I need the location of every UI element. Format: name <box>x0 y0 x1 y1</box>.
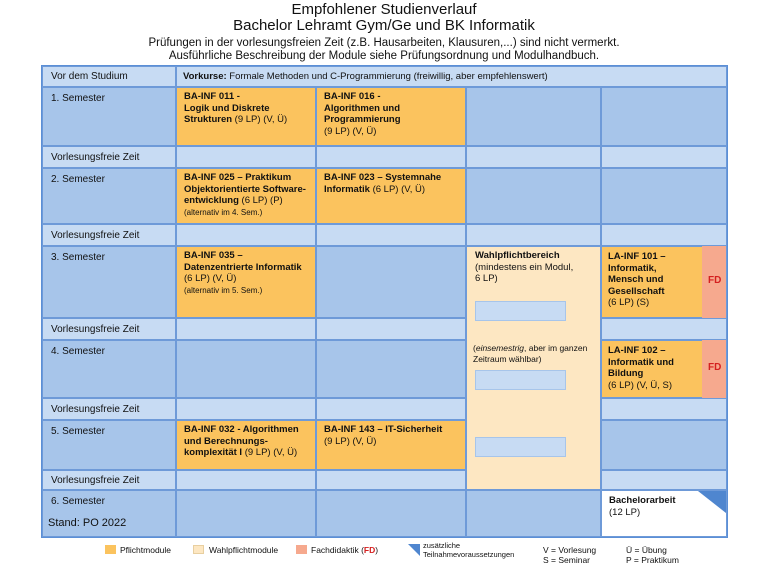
legend-swatch-pflicht <box>105 545 116 554</box>
module-text: BA-INF 032 - Algorithmen und Berechnungs- komplexität I (9 LP) (V, Ü) <box>184 424 299 458</box>
empty-cell <box>601 146 727 168</box>
page-subtitle: Bachelor Lehramt Gym/Ge und BK Informatik <box>233 17 535 34</box>
empty-cell <box>466 146 601 168</box>
row-label: 6. Semester <box>51 496 105 507</box>
wahlpflicht-text: Wahlpflichtbereich (mindestens ein Modul, 6 LP) <box>475 250 574 284</box>
empty-cell <box>176 398 316 420</box>
legend-zusaetzlich: zusätzliche Teilnahmevoraussetzungen <box>423 541 515 559</box>
legend-fach: Fachdidaktik (FD) <box>311 545 379 555</box>
empty-cell <box>176 318 316 340</box>
empty-cell <box>466 490 601 537</box>
legend-abbrev-left: V = Vorlesung S = Seminar <box>543 545 597 565</box>
study-plan-grid <box>41 65 728 538</box>
module-la-inf-102 <box>601 340 727 398</box>
legend-pflicht: Pflichtmodule <box>120 545 172 555</box>
empty-cell <box>601 318 727 340</box>
row-label: Vorlesungsfreie Zeit <box>51 475 140 486</box>
module-ba-inf-143 <box>316 420 466 470</box>
row-lecture-free-5 <box>42 470 176 490</box>
legend-swatch-fach <box>296 545 307 554</box>
module-text: BA-INF 025 – Praktikum Objektorientierte Software- entwicklung (6 LP) (P) (alternativ im 4. Sem.) <box>184 172 306 217</box>
row-lecture-free-3 <box>42 318 176 340</box>
module-text: LA-INF 101 – Informatik, Mensch und Gesellschaft (6 LP) (S) <box>608 251 666 308</box>
vorkurse-text: Vorkurse: Formale Methoden und C-Programmierung (freiwillig, aber empfehlenswert) <box>183 71 548 82</box>
legend-wahl: Wahlpflichtmodule <box>209 545 279 555</box>
row-semester-6 <box>42 490 176 537</box>
wahlpflicht-slot-1 <box>475 301 566 321</box>
module-ba-inf-016 <box>316 87 466 146</box>
prerequisite-triangle-icon <box>698 491 726 513</box>
empty-cell <box>176 224 316 246</box>
page-title: Empfohlener Studienverlauf <box>291 1 477 18</box>
row-pre-study <box>42 66 176 87</box>
row-label: Vorlesungsfreie Zeit <box>51 230 140 241</box>
wahlpflicht-slot-3 <box>475 437 566 457</box>
row-label: 3. Semester <box>51 252 105 263</box>
empty-cell <box>176 490 316 537</box>
note-description: Ausführliche Beschreibung der Module siehe Prüfungsordnung und Modulhandbuch. <box>168 50 600 62</box>
row-label: 1. Semester <box>51 93 105 104</box>
fd-label: FD <box>708 362 722 373</box>
row-label: 5. Semester <box>51 426 105 437</box>
empty-cell <box>601 398 727 420</box>
empty-cell <box>316 490 466 537</box>
row-label: Vor dem Studium <box>51 71 128 82</box>
module-ba-inf-011 <box>176 87 316 146</box>
row-label: Vorlesungsfreie Zeit <box>51 404 140 415</box>
empty-cell <box>316 224 466 246</box>
module-text: LA-INF 102 – Informatik und Bildung (6 LP) (V, Ü, S) <box>608 345 674 391</box>
empty-cell <box>601 420 727 470</box>
row-semester-2 <box>42 168 176 224</box>
stand-label: Stand: PO 2022 <box>48 517 127 529</box>
vorkurse-cell <box>176 66 727 87</box>
module-ba-inf-025 <box>176 168 316 224</box>
row-label: 4. Semester <box>51 346 105 357</box>
fachdidaktik-marker <box>702 340 726 398</box>
empty-cell <box>176 470 316 490</box>
empty-cell <box>601 87 727 146</box>
legend-abbrev-right: Ü = Übung P = Praktikum <box>626 545 679 565</box>
module-ba-inf-035 <box>176 246 316 318</box>
module-ba-inf-032 <box>176 420 316 470</box>
wahlpflicht-note: (einsemestrig, aber im ganzen Zeitraum wählbar) <box>473 343 588 364</box>
module-bachelorarbeit <box>601 490 727 537</box>
module-text: BA-INF 143 – IT-Sicherheit (9 LP) (V, Ü) <box>324 424 443 447</box>
row-label: Vorlesungsfreie Zeit <box>51 324 140 335</box>
fachdidaktik-marker <box>702 246 726 318</box>
module-ba-inf-023 <box>316 168 466 224</box>
wahlpflicht-area <box>466 246 601 490</box>
empty-cell <box>601 168 727 224</box>
note-exams: Prüfungen in der vorlesungsfreien Zeit (z.B. Hausarbeiten, Klausuren,...) sind nicht vermerkt. <box>148 37 620 49</box>
row-semester-3 <box>42 246 176 318</box>
empty-cell <box>601 470 727 490</box>
empty-cell <box>316 146 466 168</box>
empty-cell <box>176 340 316 398</box>
empty-cell <box>316 470 466 490</box>
module-text: BA-INF 035 – Datenzentrierte Informatik (6 LP) (V, Ü) (alternativ im 5. Sem.) <box>184 250 302 295</box>
legend-swatch-wahl <box>193 545 204 554</box>
empty-cell <box>466 224 601 246</box>
row-lecture-free-2 <box>42 224 176 246</box>
row-label: 2. Semester <box>51 174 105 185</box>
row-lecture-free-1 <box>42 146 176 168</box>
empty-cell <box>176 146 316 168</box>
module-text: BA-INF 016 - Algorithmen und Programmierung (9 LP) (V, Ü) <box>324 91 401 137</box>
module-la-inf-101 <box>601 246 727 318</box>
module-text: Bachelorarbeit (12 LP) <box>609 495 676 518</box>
row-label: Vorlesungsfreie Zeit <box>51 152 140 163</box>
wahlpflicht-slot-2 <box>475 370 566 390</box>
row-semester-1 <box>42 87 176 146</box>
module-text: BA-INF 023 – Systemnahe Informatik (6 LP) (V, Ü) <box>324 172 442 195</box>
empty-cell <box>601 224 727 246</box>
legend-prerequisite-icon <box>408 544 420 556</box>
empty-cell <box>316 398 466 420</box>
fd-label: FD <box>708 275 722 286</box>
empty-cell <box>466 87 601 146</box>
row-semester-4 <box>42 340 176 398</box>
empty-cell <box>466 168 601 224</box>
empty-cell <box>316 340 466 398</box>
empty-cell <box>316 318 466 340</box>
row-semester-5 <box>42 420 176 470</box>
row-lecture-free-4 <box>42 398 176 420</box>
module-text: BA-INF 011 - Logik und Diskrete Strukturen (9 LP) (V, Ü) <box>184 91 288 125</box>
empty-cell <box>316 246 466 318</box>
